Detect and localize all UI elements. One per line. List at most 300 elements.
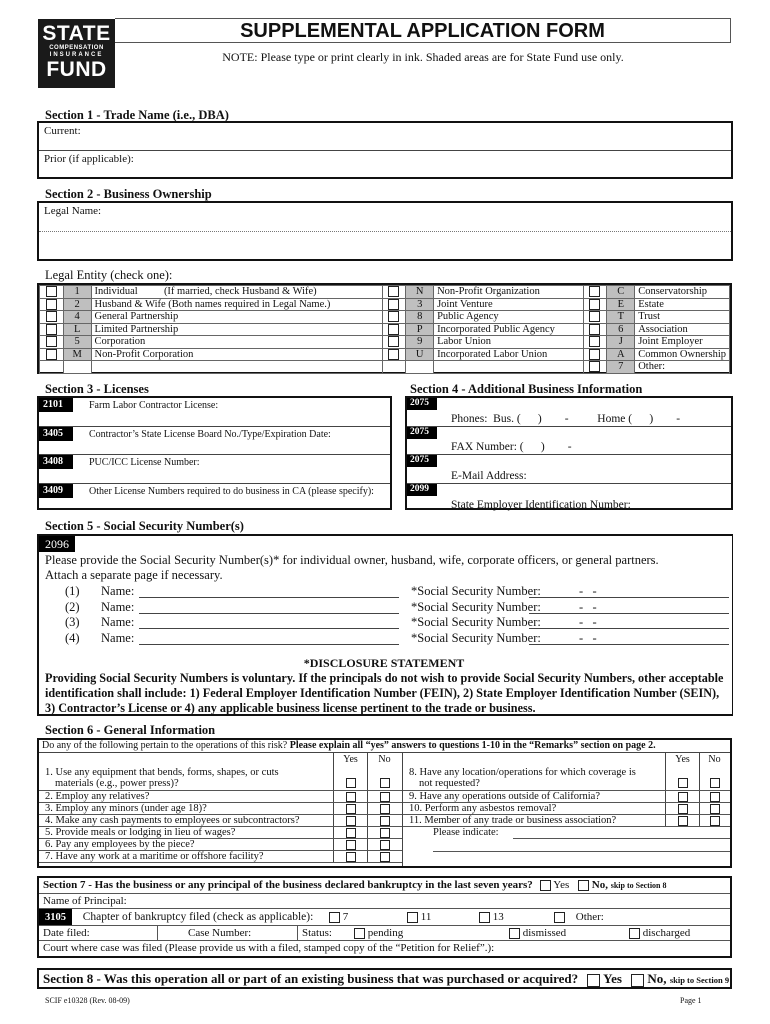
status-label-cell [297, 926, 332, 940]
court-field[interactable] [39, 941, 730, 956]
legal-entity-row [40, 336, 730, 349]
question-line1: 8. Have any location/operations for which coverage is [409, 767, 636, 778]
yes-checkbox[interactable] [678, 816, 688, 826]
entity-label: Estate [635, 298, 730, 311]
no-cell [367, 827, 401, 838]
pending-label: pending [367, 927, 404, 939]
license-label: Farm Labor Contractor License: [89, 400, 219, 411]
question-text: 4. Make any cash payments to employees or subcontractors? [45, 815, 300, 826]
ssn-input[interactable] [529, 613, 729, 614]
name-input[interactable] [139, 644, 399, 645]
phones-field[interactable] [407, 398, 731, 427]
empty-cell [382, 361, 406, 374]
entity-checkbox-cell[interactable] [382, 298, 406, 311]
ssn-label: *Social Security Number: [411, 630, 541, 645]
ssn-intro-line1: Please provide the Social Security Number(s)* for individual owner, husband, wife, corporate officers, or general partners. [45, 553, 659, 567]
acquisition-question [37, 968, 732, 989]
questions-left-column [39, 753, 402, 863]
license-label: Contractor’s State License Board No./Type/Expiration Date: [89, 428, 331, 440]
ssn-entry [39, 600, 729, 616]
entity-code: L [63, 323, 91, 336]
no-checkbox[interactable] [380, 804, 390, 814]
case-number-label: Case Number: [188, 927, 252, 939]
no-checkbox[interactable] [380, 840, 390, 850]
date-filed-label[interactable]: Date filed: [43, 927, 90, 939]
entity-code: 2 [63, 298, 91, 311]
legal-entity-row [40, 348, 730, 361]
ssn-input[interactable] [529, 597, 729, 598]
entity-code: E [607, 298, 635, 311]
indicate-line-1[interactable] [513, 838, 730, 839]
logo-insurance-text: INSURANCE [49, 52, 104, 58]
entity-checkbox[interactable] [388, 299, 399, 310]
ssn-label: *Social Security Number: [411, 584, 541, 598]
entity-label: Limited Partnership [91, 323, 382, 336]
empty-cell [406, 361, 434, 374]
bankruptcy-box [37, 876, 732, 958]
entity-label: Non-Profit Corporation [91, 348, 382, 361]
intro-text: Do any of the following pertain to the operations of this risk? [42, 740, 288, 751]
no-checkbox[interactable] [380, 792, 390, 802]
yes-label: Yes [603, 971, 622, 986]
yes-cell [333, 815, 367, 826]
yes-cell [333, 839, 367, 850]
entity-label: Individual (If married, check Husband & Wife) [91, 286, 382, 299]
chapter-label: Chapter of bankruptcy filed (check as applicable): [82, 911, 314, 923]
entry-number: (1) [65, 584, 80, 598]
no-label: No, [591, 879, 608, 891]
no-cell [367, 839, 401, 850]
entity-code: M [63, 348, 91, 361]
entity-code: 3 [406, 298, 434, 311]
empty-cell [91, 361, 382, 374]
ssn-label: *Social Security Number: [411, 615, 541, 629]
entity-label: General Partnership [91, 311, 382, 324]
no-checkbox[interactable] [380, 852, 390, 862]
entity-label: Other: [635, 361, 730, 374]
logo-compensation-text: COMPENSATION [49, 45, 104, 51]
no-cell [367, 851, 401, 862]
yes-checkbox[interactable] [346, 840, 356, 850]
entity-code: U [406, 348, 434, 361]
entity-checkbox[interactable] [46, 286, 57, 297]
yes-cell [665, 803, 699, 814]
entity-checkbox[interactable] [589, 336, 600, 347]
entity-label: Conservatorship [635, 286, 730, 299]
chapter-row [39, 909, 730, 926]
question-text: 3. Employ any minors (under age 18)? [45, 803, 207, 814]
entity-checkbox-cell[interactable] [382, 336, 406, 349]
legal-name-box [37, 201, 733, 261]
empty-cell [40, 361, 64, 374]
chapter-13-option[interactable] [479, 909, 504, 925]
sein-field[interactable] [407, 484, 731, 513]
ssn-mask: - - [579, 599, 597, 614]
entity-checkbox-cell[interactable] [583, 286, 607, 299]
no-cell [367, 753, 401, 790]
entity-code: 9 [406, 336, 434, 349]
question-row [39, 753, 402, 791]
status-discharged-option[interactable] [629, 926, 690, 940]
entity-checkbox[interactable] [388, 311, 399, 322]
entry-number: (3) [65, 615, 80, 629]
entry-number: (2) [65, 599, 80, 614]
entity-label: Incorporated Labor Union [434, 348, 584, 361]
name-label: Name: [101, 584, 135, 598]
email-field[interactable] [407, 455, 731, 484]
acquired-no-checkbox[interactable] [631, 974, 644, 987]
yes-checkbox[interactable] [346, 792, 356, 802]
question-text: 11. Member of any trade or business association? [409, 815, 617, 826]
entity-checkbox[interactable] [589, 311, 600, 322]
prior-label: Prior (if applicable): [44, 153, 134, 165]
yes-checkbox[interactable] [346, 828, 356, 838]
chapter-other-checkbox[interactable] [554, 912, 565, 923]
no-checkbox[interactable] [710, 778, 720, 788]
question-row [39, 803, 402, 815]
fax-field[interactable] [407, 427, 731, 456]
no-cell [699, 803, 729, 814]
yes-header: Yes [343, 754, 358, 765]
entity-checkbox-cell[interactable] [382, 323, 406, 336]
license-code: 2101 [39, 398, 73, 412]
name-label: Name: [101, 615, 135, 629]
legal-entity-row [40, 361, 730, 374]
question-line2: not requested? [419, 778, 480, 789]
chapter-11-checkbox[interactable] [407, 912, 418, 923]
ssn-mask: - - [579, 630, 597, 645]
no-checkbox[interactable] [380, 816, 390, 826]
section2-title: Section 2 - Business Ownership [45, 187, 212, 201]
entity-checkbox-cell[interactable] [583, 298, 607, 311]
no-checkbox[interactable] [710, 816, 720, 826]
entity-checkbox-cell[interactable] [40, 286, 64, 299]
licenses-box [37, 396, 392, 510]
entity-checkbox[interactable] [46, 299, 57, 310]
bankruptcy-yes-checkbox[interactable] [540, 880, 551, 891]
question-text: 5. Provide meals or lodging in lieu of wages? [45, 827, 236, 838]
entity-checkbox-cell[interactable] [382, 286, 406, 299]
prior-trade-name-field[interactable] [39, 151, 731, 179]
section4-title: Section 4 - Additional Business Information [410, 382, 643, 396]
name-of-principal-label: Name of Principal: [43, 895, 127, 907]
chapter-13-label: 13 [492, 911, 504, 923]
entity-label: Corporation [91, 336, 382, 349]
dismissed-checkbox[interactable] [509, 928, 520, 939]
entity-label: Common Ownership [635, 348, 730, 361]
question-line2: materials (e.g., power press)? [55, 778, 179, 789]
no-cell [699, 815, 729, 826]
yes-cell [665, 815, 699, 826]
yes-label: Yes [553, 879, 570, 891]
entity-checkbox[interactable] [589, 324, 600, 335]
skip-note: skip to Section 8 [610, 881, 667, 890]
form-title: SUPPLEMENTAL APPLICATION FORM [240, 20, 605, 42]
license-code: 3409 [39, 484, 73, 498]
yes-header: Yes [675, 754, 690, 765]
question-text: 9. Have any operations outside of California? [409, 791, 600, 802]
entity-label: Joint Venture [434, 298, 584, 311]
question-row [39, 851, 402, 863]
license-row-puc[interactable] [39, 455, 390, 484]
entity-checkbox[interactable] [46, 311, 57, 322]
legal-name-label: Legal Name: [44, 205, 102, 217]
question-text: 7. Have any work at a maritime or offshore facility? [45, 851, 264, 862]
entity-checkbox[interactable] [388, 349, 399, 360]
entity-checkbox[interactable] [589, 349, 600, 360]
form-title-box [115, 18, 731, 43]
discharged-label: discharged [642, 927, 691, 939]
form-note: NOTE: Please type or print clearly in ink. Shaded areas are for State Fund use only. [222, 50, 624, 64]
entity-checkbox[interactable] [46, 349, 57, 360]
chapter-11-option[interactable] [407, 909, 431, 925]
fax-label: FAX Number: ( ) - [451, 441, 572, 453]
no-cell [699, 753, 729, 790]
no-checkbox[interactable] [710, 792, 720, 802]
case-number-field[interactable] [157, 926, 251, 940]
status-pending-option[interactable] [354, 926, 403, 940]
yes-checkbox[interactable] [346, 804, 356, 814]
entity-checkbox-cell[interactable] [583, 311, 607, 324]
yes-cell [333, 851, 367, 862]
chapter-other-label: Other: [575, 911, 604, 923]
current-label: Current: [44, 125, 81, 137]
entity-checkbox-cell[interactable] [382, 311, 406, 324]
field-code: 2075 [407, 427, 437, 439]
entity-checkbox[interactable] [388, 324, 399, 335]
license-label: Other License Numbers required to do business in CA (please specify): [89, 485, 374, 497]
entity-code: 7 [607, 361, 635, 374]
no-checkbox[interactable] [380, 828, 390, 838]
entity-code: N [406, 286, 434, 299]
state-fund-logo [38, 19, 115, 88]
yes-checkbox[interactable] [678, 778, 688, 788]
question-line1: 1. Use any equipment that bends, forms, shapes, or cuts [45, 767, 279, 778]
entity-checkbox-cell[interactable] [583, 348, 607, 361]
section3-title: Section 3 - Licenses [45, 382, 149, 396]
question-row [39, 827, 402, 839]
no-cell [367, 791, 401, 802]
yes-checkbox[interactable] [346, 852, 356, 862]
question-row [403, 815, 730, 827]
no-cell [367, 803, 401, 814]
legal-entity-row [40, 311, 730, 324]
legal-name-field[interactable] [39, 203, 731, 232]
entity-label: Labor Union [434, 336, 584, 349]
ssn-entry [39, 615, 729, 631]
entity-code: T [607, 311, 635, 324]
question-text: 10. Perform any asbestos removal? [409, 803, 557, 814]
name-input[interactable] [139, 628, 399, 629]
entity-checkbox-cell[interactable] [583, 361, 607, 374]
acquired-yes-checkbox[interactable] [587, 974, 600, 987]
general-info-box [37, 738, 732, 868]
ssn-entry [39, 631, 729, 647]
page-number: Page 1 [680, 996, 702, 1005]
entity-label: Husband & Wife (Both names required in Legal Name.) [91, 298, 382, 311]
yes-cell [333, 791, 367, 802]
legal-name-field-line2[interactable] [39, 232, 731, 261]
license-row-other[interactable] [39, 484, 390, 513]
skip-note: skip to Section 9 [669, 975, 730, 985]
entity-checkbox-cell[interactable] [40, 298, 64, 311]
entity-checkbox-cell[interactable] [382, 348, 406, 361]
section8-title: Section 8 - Was this operation all or part of an existing business that was purchased or acquired? [43, 971, 579, 986]
bankruptcy-code: 3105 [39, 909, 72, 925]
current-trade-name-field[interactable] [39, 123, 731, 151]
license-code: 3408 [39, 455, 73, 469]
status-dismissed-option[interactable] [509, 926, 566, 940]
entity-checkbox[interactable] [589, 361, 600, 372]
entity-code: 5 [63, 336, 91, 349]
entity-code: C [607, 286, 635, 299]
question-row [403, 753, 730, 791]
chapter-7-checkbox[interactable] [329, 912, 340, 923]
no-cell [699, 791, 729, 802]
license-code: 3405 [39, 427, 73, 441]
ssn-mask: - - [579, 615, 597, 629]
legal-entity-row [40, 286, 730, 299]
field-code: 2099 [407, 484, 437, 496]
legal-entity-row [40, 323, 730, 336]
section1-title: Section 1 - Trade Name (i.e., DBA) [45, 108, 229, 122]
entity-label: Trust [635, 311, 730, 324]
entity-code: P [406, 323, 434, 336]
bankruptcy-no-checkbox[interactable] [578, 880, 589, 891]
intro-bold-text: Please explain all “yes” answers to questions 1-10 in the “Remarks” section on page 2. [289, 740, 656, 751]
entity-label: Joint Employer [635, 336, 730, 349]
field-code: 2075 [407, 398, 437, 410]
entity-code: J [607, 336, 635, 349]
chapter-7-label: 7 [342, 911, 349, 923]
entity-checkbox[interactable] [46, 324, 57, 335]
yes-checkbox[interactable] [678, 804, 688, 814]
yes-checkbox[interactable] [678, 792, 688, 802]
ssn-mask: - - [579, 584, 597, 598]
entity-checkbox[interactable] [589, 299, 600, 310]
entity-checkbox-cell[interactable] [583, 336, 607, 349]
logo-fund-text: FUND [46, 58, 107, 81]
ssn-box [37, 534, 733, 716]
chapter-11-label: 11 [420, 911, 432, 923]
ssn-label: *Social Security Number: [411, 599, 541, 614]
ssn-entry [39, 584, 729, 600]
question-row [403, 791, 730, 803]
question-text [45, 767, 279, 789]
bankruptcy-question [39, 878, 730, 894]
entity-checkbox[interactable] [46, 336, 57, 347]
questions-right-column [402, 753, 730, 866]
empty-cell [434, 361, 584, 374]
entity-code: 8 [406, 311, 434, 324]
license-row-farm-labor[interactable] [39, 398, 390, 427]
yes-checkbox[interactable] [346, 778, 356, 788]
filing-details-row [39, 926, 730, 941]
no-checkbox[interactable] [710, 804, 720, 814]
no-label: No, [647, 971, 667, 986]
entity-checkbox-cell[interactable] [40, 311, 64, 324]
pending-checkbox[interactable] [354, 928, 365, 939]
no-checkbox[interactable] [380, 778, 390, 788]
court-label: Court where case was filed (Please provide us with a filed, stamped copy of the “Petition for Relief”.): [43, 942, 495, 954]
form-id: SCIF e10328 (Rev. 08-09) [45, 996, 130, 1005]
entity-label: Public Agency [434, 311, 584, 324]
legal-entity-table [37, 283, 732, 374]
question-text: 2. Employ any relatives? [45, 791, 150, 802]
field-code: 2075 [407, 455, 437, 467]
chapter-13-checkbox[interactable] [479, 912, 490, 923]
license-row-cslb[interactable] [39, 427, 390, 456]
entity-code: A [607, 348, 635, 361]
question-row [39, 815, 402, 827]
name-input[interactable] [139, 597, 399, 598]
disclosure-title: *DISCLOSURE STATEMENT [303, 656, 465, 670]
chapter-other-option[interactable] [554, 909, 604, 925]
question-row [403, 803, 730, 815]
license-label: PUC/ICC License Number: [89, 457, 200, 468]
entity-code: 4 [63, 311, 91, 324]
entry-number: (4) [65, 630, 80, 645]
name-of-principal-field[interactable] [39, 894, 730, 909]
entity-label: Non-Profit Organization [434, 286, 584, 299]
general-info-intro [39, 740, 730, 753]
discharged-checkbox[interactable] [629, 928, 640, 939]
question-row [39, 791, 402, 803]
section7-title: Section 7 - Has the business or any principal of the business declared bankruptcy in the last seven years? [43, 879, 533, 891]
empty-cell [63, 361, 91, 374]
yes-checkbox[interactable] [346, 816, 356, 826]
yes-cell [665, 791, 699, 802]
entity-checkbox[interactable] [388, 336, 399, 347]
entity-checkbox[interactable] [589, 286, 600, 297]
please-indicate-field[interactable] [403, 827, 730, 857]
trade-name-box [37, 121, 733, 179]
name-label: Name: [101, 599, 135, 614]
section6-title: Section 6 - General Information [45, 723, 216, 737]
name-input[interactable] [139, 613, 399, 614]
logo-state-text: STATE [42, 22, 111, 45]
entity-checkbox-cell[interactable] [40, 323, 64, 336]
yes-cell [333, 827, 367, 838]
sein-label: State Employer Identification Number: [451, 499, 631, 511]
additional-business-info-box [405, 396, 733, 510]
name-label: Name: [101, 630, 135, 645]
no-header: No [378, 754, 391, 765]
no-cell [367, 815, 401, 826]
yes-cell [333, 753, 367, 790]
dismissed-label: dismissed [522, 927, 567, 939]
entity-checkbox-cell[interactable] [40, 336, 64, 349]
entity-label: Incorporated Public Agency [434, 323, 584, 336]
question-row [39, 839, 402, 851]
ssn-intro-line2: Attach a separate page if necessary. [45, 568, 223, 582]
status-label: Status: [302, 927, 332, 939]
ssn-input[interactable] [529, 628, 729, 629]
yes-cell [333, 803, 367, 814]
disclosure-body: Providing Social Security Numbers is voluntary. If the principals do not wish to provide Social Security Numbers, other acceptable identification shall include: 1) Federal Employer Identification Number (FEIN), 2) State Employer Identification Number (SEIN), 3) Contractor’s License or 4) any applicable business license pertinent to the trade or business. [45, 671, 724, 715]
phones-label: Phones: Bus. ( ) - Home ( ) - [451, 412, 681, 425]
entity-checkbox-cell[interactable] [40, 348, 64, 361]
entity-checkbox-cell[interactable] [583, 323, 607, 336]
chapter-7-option[interactable] [329, 909, 348, 925]
email-label: E-Mail Address: [451, 469, 527, 482]
ssn-input[interactable] [529, 644, 729, 645]
entity-checkbox[interactable] [388, 286, 399, 297]
entity-code: 6 [607, 323, 635, 336]
ssn-intro [45, 553, 659, 583]
indicate-line-2[interactable] [433, 851, 730, 852]
section5-title: Section 5 - Social Security Number(s) [45, 519, 244, 533]
